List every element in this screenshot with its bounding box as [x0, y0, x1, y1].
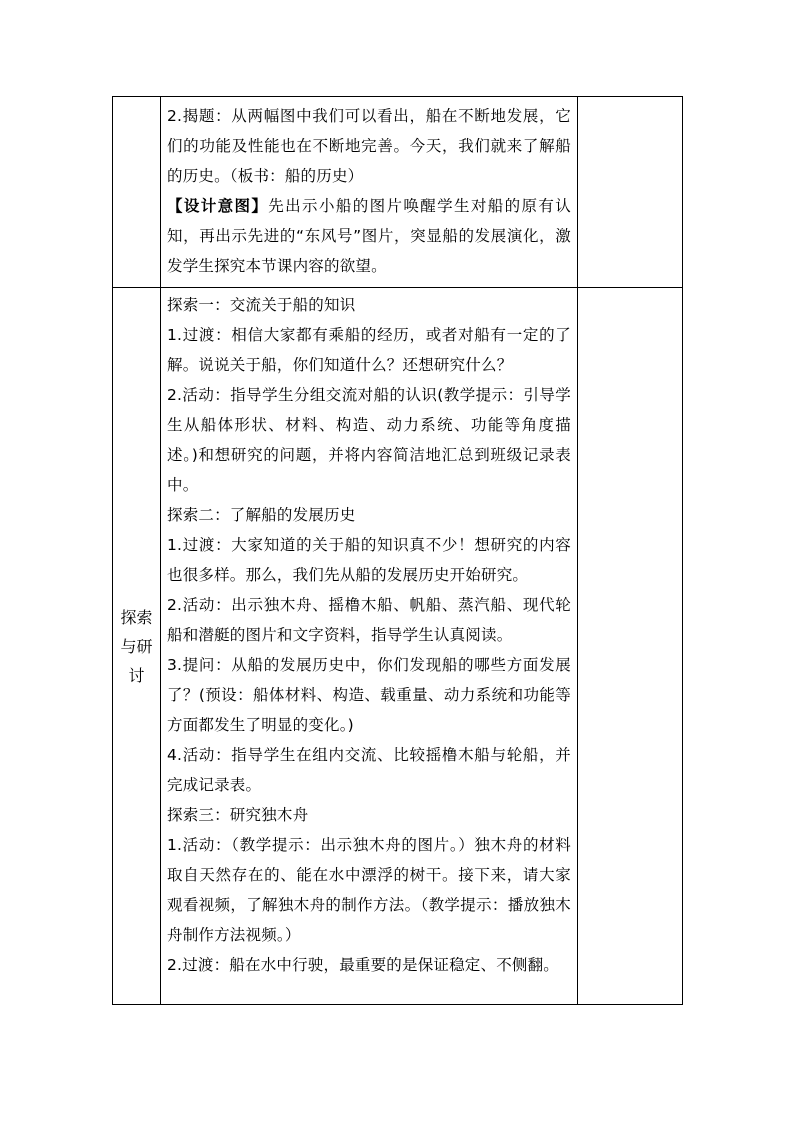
table-row [113, 97, 683, 288]
content-paragraph: 4.活动：指导学生在组内交流、比较摇橹木船与轮船，并完成记录表。 [167, 746, 571, 794]
content-paragraph: 2.活动：指导学生分组交流对船的认识(教学提示：引导学生从船体形状、材料、构造、动力系统、功能等角度描述。)和想研究的问题，并将内容简洁地汇总到班级记录表中。 [167, 386, 571, 494]
section-label-line: 与研 [120, 636, 153, 656]
content-paragraph: 1.过渡：相信大家都有乘船的经历，或者对船有一定的了解。说说关于船，你们知道什么？还想研究什么？ [167, 326, 571, 374]
row-note-cell [578, 288, 683, 1005]
content-paragraph: 2.过渡：船在水中行驶，最重要的是保证稳定、不侧翻。 [167, 956, 559, 974]
explore-heading: 探索三：研究独木舟 [167, 806, 309, 824]
content-paragraph: 1.过渡：大家知道的关于船的知识真不少！想研究的内容也很多样。那么，我们先从船的发展历史开始研究。 [167, 536, 571, 584]
content-paragraph: 2.揭题：从两幅图中我们可以看出，船在不断地发展，它们的功能及性能也在不断地完善。今天，我们就来了解船的历史。（板书：船的历史） [167, 107, 571, 185]
design-intent-tag: 【设计意图】 [167, 197, 269, 215]
content-paragraph: 3.提问：从船的发展历史中，你们发现船的哪些方面发展了？(预设：船体材料、构造、载重量、动力系统和功能等方面都发生了明显的变化。) [167, 656, 571, 734]
section-label-line: 讨 [128, 665, 145, 685]
row-content-cell [161, 97, 578, 288]
row-label-cell [113, 97, 161, 288]
explore-heading: 探索二：了解船的发展历史 [167, 506, 356, 524]
lesson-plan-table [112, 96, 683, 1005]
row-content-cell [161, 288, 578, 1005]
design-intent-paragraph: 【设计意图】先出示小船的图片唤醒学生对船的原有认知，再出示先进的“东风号”图片，突显船的发展演化，激发学生探究本节课内容的欲望。 [167, 197, 571, 275]
row-note-cell [578, 97, 683, 288]
row-label-cell [113, 288, 161, 1005]
explore-heading: 探索一：交流关于船的知识 [167, 296, 356, 314]
content-paragraph: 1.活动：（教学提示：出示独木舟的图片。）独木舟的材料取自天然存在的、能在水中漂浮的树干。接下来，请大家观看视频，了解独木舟的制作方法。（教学提示：播放独木舟制作方法视频。） [167, 836, 571, 944]
table-row [113, 288, 683, 1005]
section-label-line: 探索 [120, 607, 153, 627]
content-paragraph: 2.活动：出示独木舟、摇橹木船、帆船、蒸汽船、现代轮船和潜艇的图片和文字资料，指导学生认真阅读。 [167, 596, 571, 644]
